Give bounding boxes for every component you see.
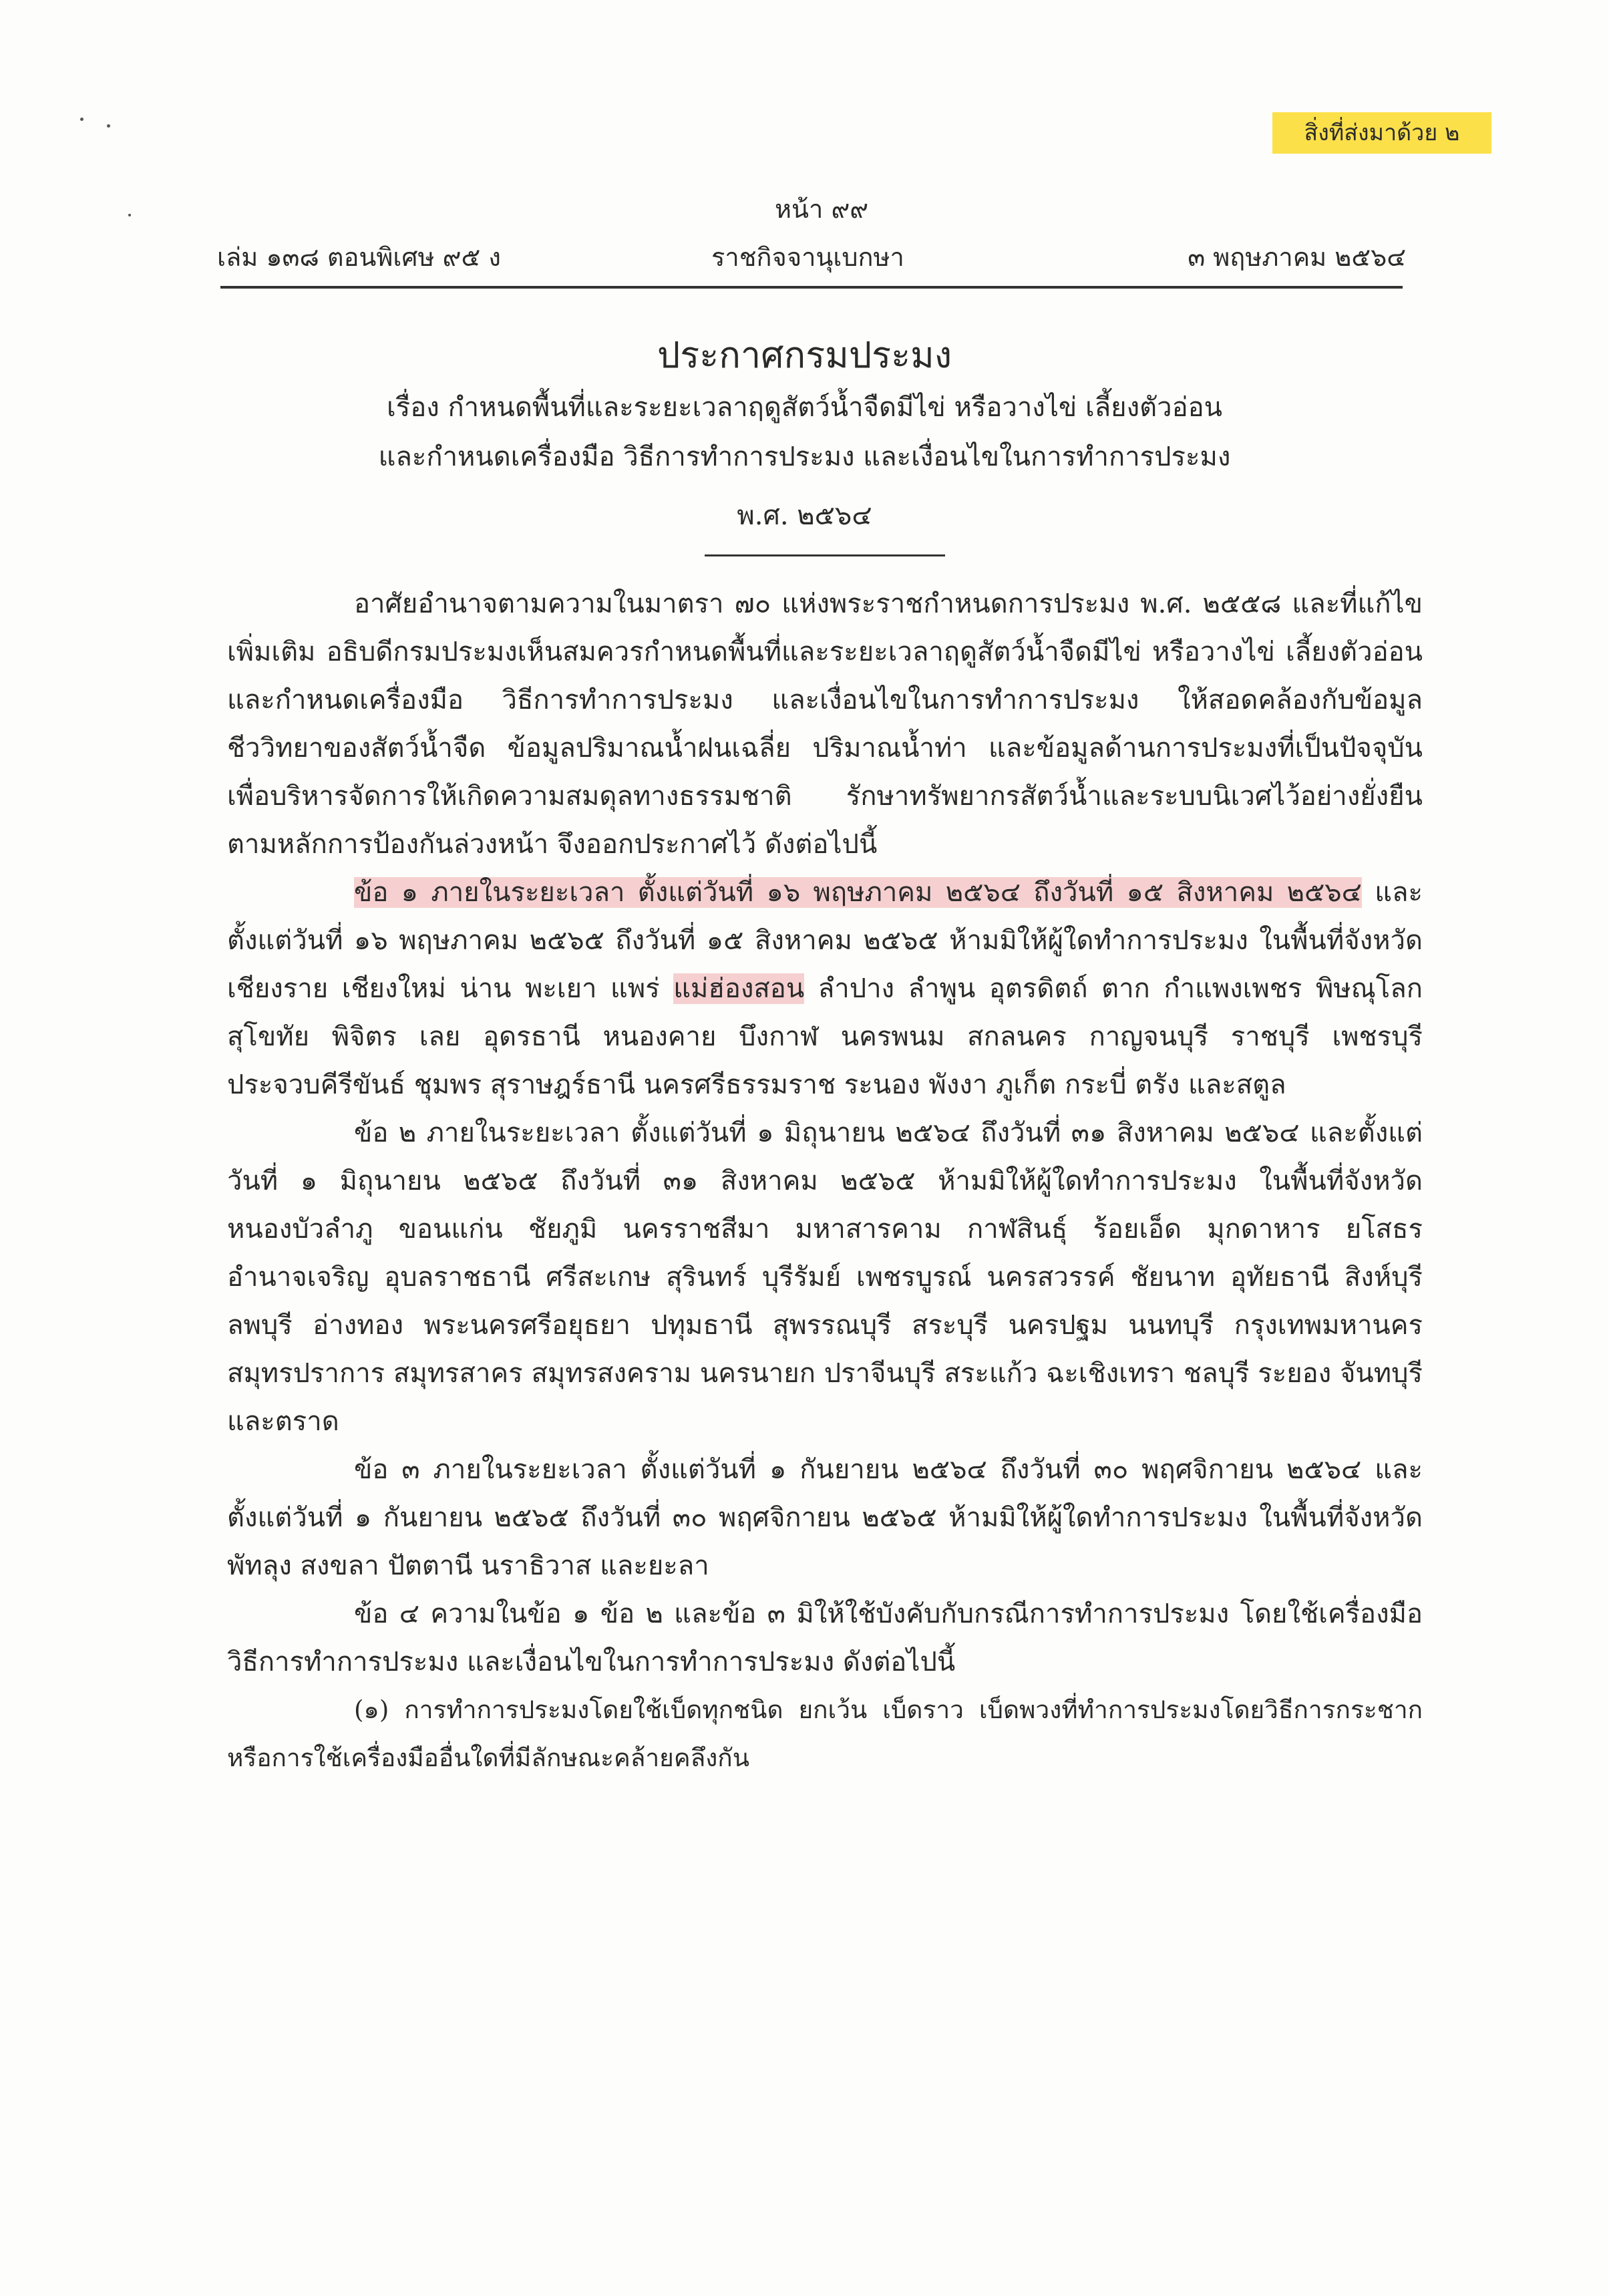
clause-1-paragraph bbox=[227, 868, 1423, 1109]
announcement-title: ประกาศกรมประมง bbox=[657, 334, 952, 376]
preamble-paragraph: อาศัยอำนาจตามความในมาตรา ๗๐ แห่งพระราชกำหนดการประมง พ.ศ. ๒๕๕๘ และที่แก้ไขเพิ่มเติม อธิบดีกรมประมงเห็นสมควรกำหนดพื้นที่และระยะเวลาฤดูสัตว์น้ำจืดมีไข่ หรือวางไข่ เลี้ยงตัวอ่อน และกำหนดเครื่องมือ วิธีการทำการประมง และเงื่อนไขในการทำการประมง ให้สอดคล้องกับข้อมูลชีววิทยาของสัตว์น้ำจืด ข้อมูลปริมาณน้ำฝนเฉลี่ย ปริมาณน้ำท่า และข้อมูลด้านการประมงที่เป็นปัจจุบัน เพื่อบริหารจัดการให้เกิดความสมดุลทางธรรมชาติ รักษาทรัพยากรสัตว์น้ำและระบบนิเวศไว้อย่างยั่งยืนตามหลักการป้องกันล่วงหน้า จึงออกประกาศไว้ ดังต่อไปนี้ bbox=[227, 589, 1423, 860]
clause-1-text-b: ลำปาง ลำพูน อุตรดิตถ์ ตาก กำแพงเพชร พิษณุโลก สุโขทัย พิจิตร เลย อุดรธานี หนองคาย บึงกาฬ นครพนม สกลนคร กาญจนบุรี ราชบุรี เพชรบุรี ประจวบคีรีขันธ์ ชุมพร สุราษฎร์ธานี นครศรีธรรมราช ระนอง พังงา ภูเก็ต กระบี่ ตรัง และสตูล bbox=[227, 973, 1423, 1100]
gazette-date: ๓ พฤษภาคม ๒๕๖๔ bbox=[1188, 242, 1406, 272]
scan-speck bbox=[128, 214, 131, 216]
title-divider bbox=[705, 554, 945, 556]
announcement-subject-line-2: และกำหนดเครื่องมือ วิธีการทำการประมง และเงื่อนไขในการทำการประมง bbox=[378, 442, 1231, 472]
clause-3-paragraph: ข้อ ๓ ภายในระยะเวลา ตั้งแต่วันที่ ๑ กันยายน ๒๕๖๔ ถึงวันที่ ๓๐ พฤศจิกายน ๒๕๖๔ และตั้งแต่วันที่ ๑ กันยายน ๒๕๖๕ ถึงวันที่ ๓๐ พฤศจิกายน ๒๕๖๕ ห้ามมิให้ผู้ใดทำการประมง ในพื้นที่จังหวัดพัทลุง สงขลา ปัตตานี นราธิวาส และยะลา bbox=[227, 1454, 1423, 1581]
scan-speck bbox=[107, 124, 110, 128]
volume-issue: เล่ม ๑๓๘ ตอนพิเศษ ๙๕ ง bbox=[217, 242, 501, 272]
header-divider bbox=[220, 286, 1403, 289]
clause-4-paragraph: ข้อ ๔ ความในข้อ ๑ ข้อ ๒ และข้อ ๓ มิให้ใช้บังคับกับกรณีการทำการประมง โดยใช้เครื่องมือ วิธีการทำการประมง และเงื่อนไขในการทำการประมง ดังต่อไปนี้ bbox=[227, 1599, 1423, 1677]
announcement-subject-line-1: เรื่อง กำหนดพื้นที่และระยะเวลาฤดูสัตว์น้ำจืดมีไข่ หรือวางไข่ เลี้ยงตัวอ่อน bbox=[387, 392, 1222, 423]
province-highlight: แม่ฮ่องสอน bbox=[673, 973, 805, 1004]
clause-2-paragraph: ข้อ ๒ ภายในระยะเวลา ตั้งแต่วันที่ ๑ มิถุนายน ๒๕๖๔ ถึงวันที่ ๓๑ สิงหาคม ๒๕๖๔ และตั้งแต่วันที่ ๑ มิถุนายน ๒๕๖๕ ถึงวันที่ ๓๑ สิงหาคม ๒๕๖๕ ห้ามมิให้ผู้ใดทำการประมง ในพื้นที่จังหวัดหนองบัวลำภู ขอนแก่น ชัยภูมิ นครราชสีมา มหาสารคาม กาฬสินธุ์ ร้อยเอ็ด มุกดาหาร ยโสธร อำนาจเจริญ อุบลราชธานี ศรีสะเกษ สุรินทร์ บุรีรัมย์ เพชรบูรณ์ นครสวรรค์ ชัยนาท อุทัยธานี สิงห์บุรี ลพบุรี อ่างทอง พระนครศรีอยุธยา ปทุมธานี สุพรรณบุรี สระบุรี นครปฐม นนทบุรี กรุงเทพมหานคร สมุทรปราการ สมุทรสาคร สมุทรสงคราม นครนายก ปราจีนบุรี สระแก้ว ฉะเชิงเทรา ชลบุรี ระยอง จันทบุรี และตราด bbox=[227, 1118, 1423, 1437]
clause-4-item-1: (๑) การทำการประมงโดยใช้เบ็ดทุกชนิด ยกเว้น เบ็ดราว เบ็ดพวงที่ทำการประมงโดยวิธีการกระชาก หรือการใช้เครื่องมืออื่นใดที่มีลักษณะคล้ายคลึงกัน bbox=[227, 1695, 1423, 1772]
attachment-note: สิ่งที่ส่งมาด้วย ๒ bbox=[1272, 112, 1491, 154]
announcement-year: พ.ศ. ๒๕๖๔ bbox=[737, 500, 872, 531]
announcement-body bbox=[227, 580, 1423, 1782]
page-number: หน้า ๙๙ bbox=[775, 194, 869, 224]
gazette-header bbox=[217, 237, 1406, 277]
gazette-name: ราชกิจจานุเบกษา bbox=[711, 242, 904, 272]
clause-1-highlight: ข้อ ๑ ภายในระยะเวลา ตั้งแต่วันที่ ๑๖ พฤษภาคม ๒๕๖๔ ถึงวันที่ ๑๕ สิงหาคม ๒๕๖๔ bbox=[354, 877, 1362, 908]
clause-1-text-a: และตั้งแต่วันที่ ๑๖ พฤษภาคม ๒๕๖๕ ถึงวันที่ ๑๕ สิงหาคม ๒๕๖๕ ห้ามมิให้ผู้ใดทำการประมง ในพื้นที่จังหวัดเชียงราย เชียงใหม่ น่าน พะเยา แพร่ bbox=[227, 877, 1423, 1004]
scan-speck bbox=[80, 118, 83, 121]
